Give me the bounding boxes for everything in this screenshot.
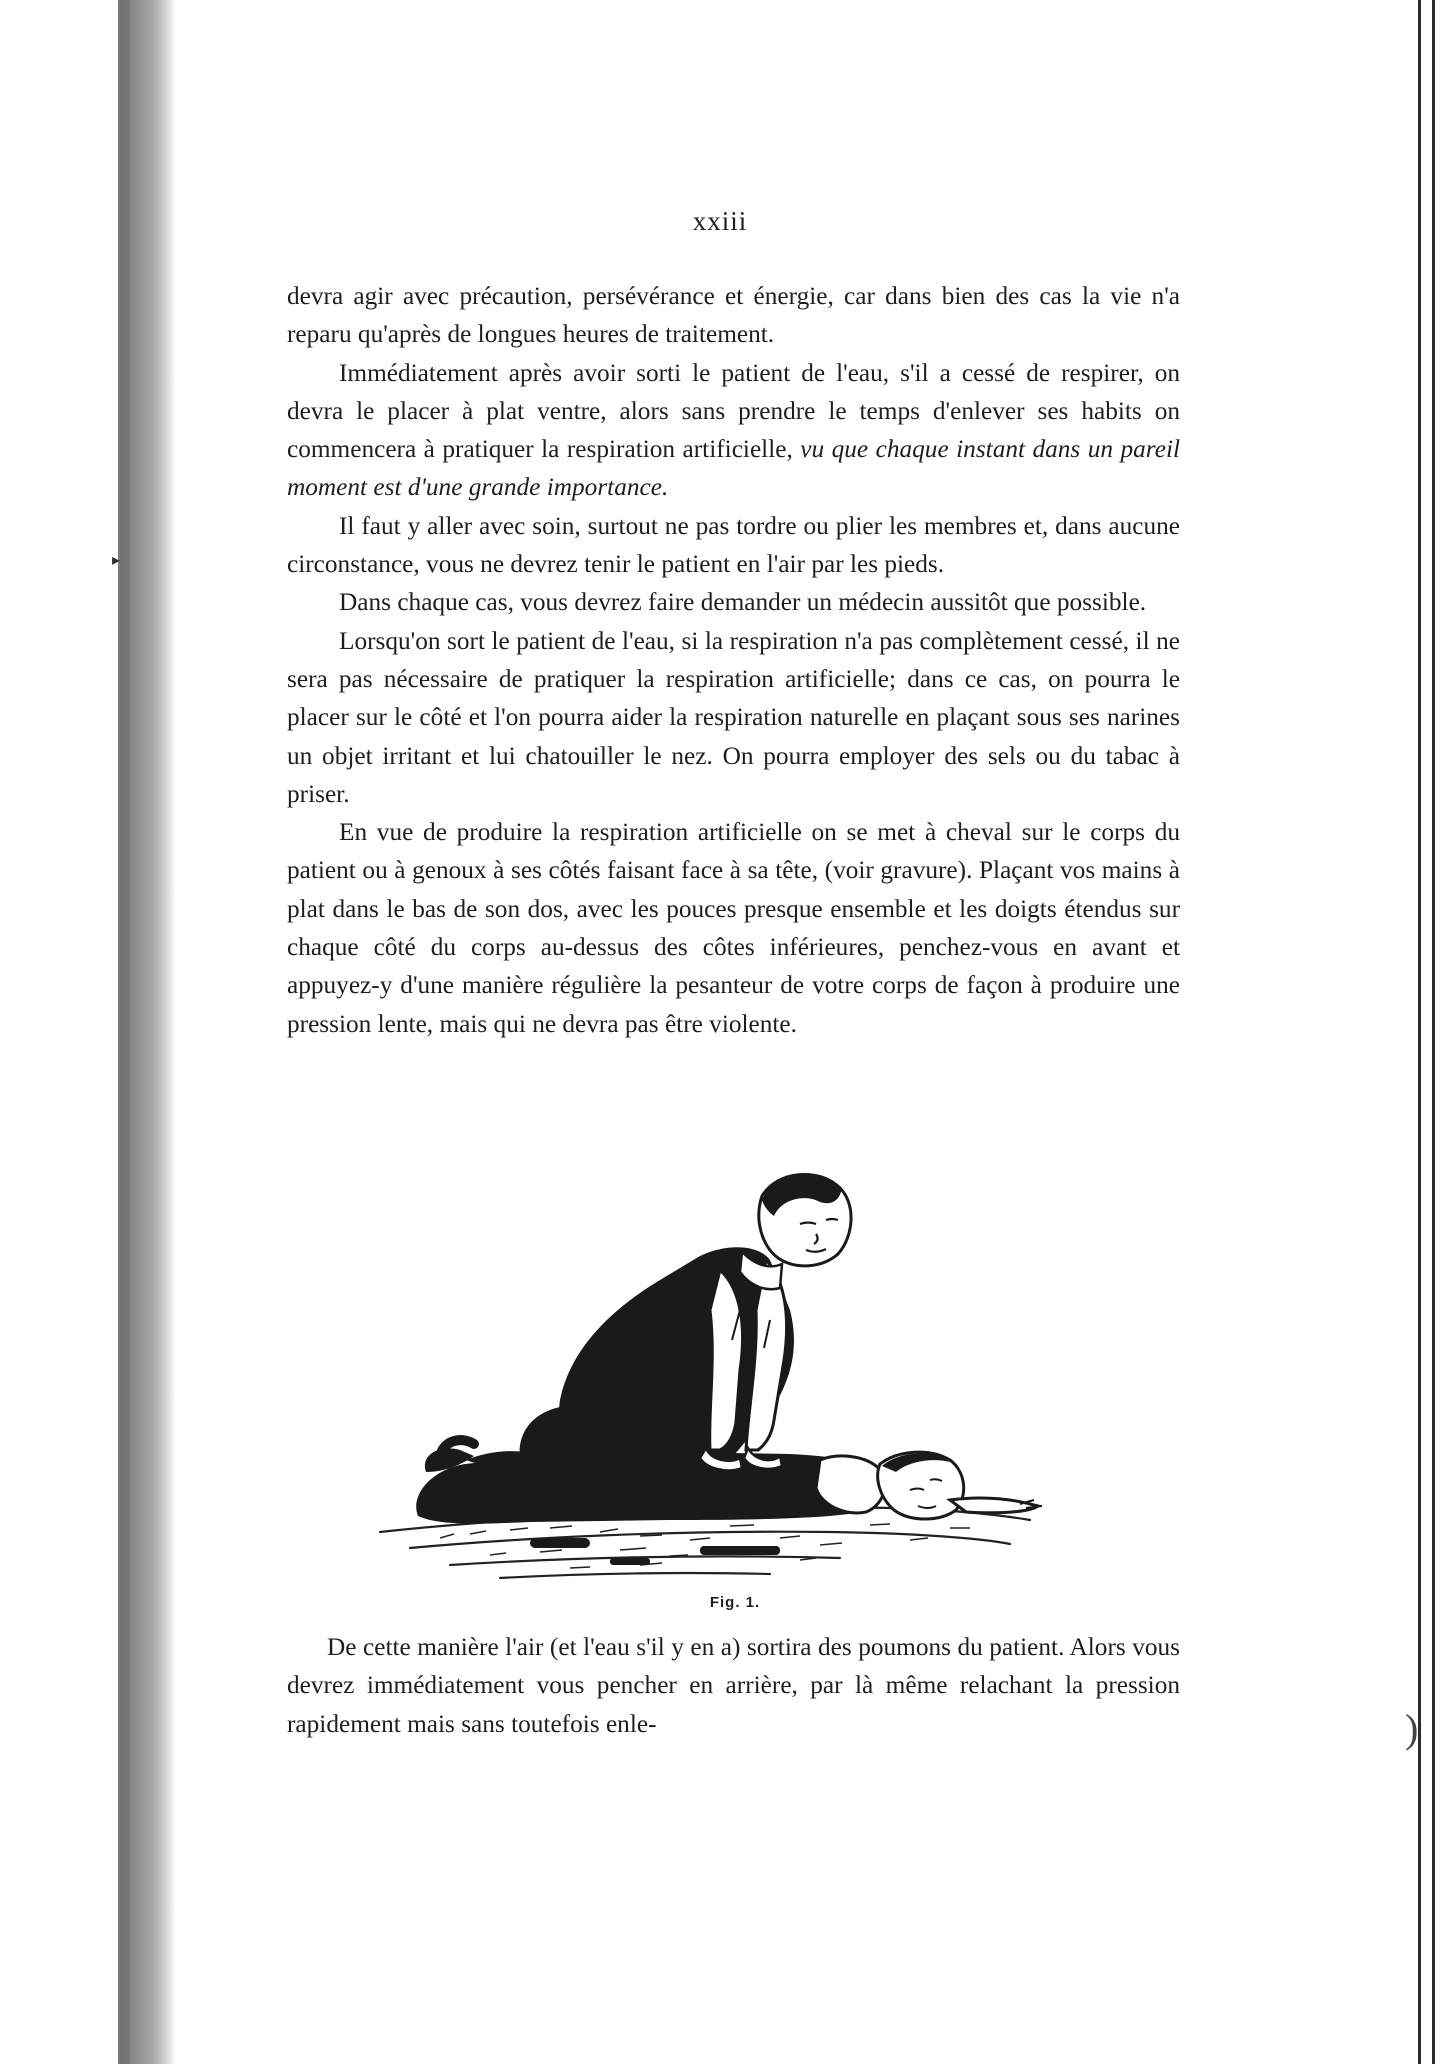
page-number: xxiii xyxy=(692,206,748,236)
paragraph-6: En vue de produire la respiration artificielle on se met à cheval sur le corps du patient ou à genoux à ses côtés faisant face à sa tête, (voir gravure). Plaçant vos mains à plat dans le bas de son dos, avec les pouces presque ensemble et les doigts étendus sur chaque côté du corps au-dessus des côtes inférieures, penchez-vous en avant et appuyez-y d'une manière régulière la pesanteur de votre corps de façon à produire une pression lente, mais qui ne devra pas être violente. xyxy=(287,818,1180,1038)
resuscitation-illustration xyxy=(370,1160,1070,1620)
body-text xyxy=(287,277,1180,1043)
paragraph-5: Lorsqu'on sort le patient de l'eau, si la respiration n'a pas complètement cessé, il ne sera pas nécessaire de pratiquer la respiration artificielle; dans ce cas, on pourra le placer sur le côté et l'on pourra aider la respiration naturelle en plaçant sous ses narines un objet irritant et lui chatouiller le nez. On pourra employer des sels ou du tabac à priser. xyxy=(287,626,1180,808)
continuation-paragraph: De cette manière l'air (et l'eau s'il y en a) sortira des poumons du patient. Alors vous devrez immédiatement vous pencher en arrière, par là même relachant la pression rapidement mais sans toutefois enle- xyxy=(287,1633,1180,1738)
figure-caption: Fig. 1. xyxy=(709,1594,761,1611)
scan-left-binding xyxy=(120,0,130,2064)
paragraph-1: devra agir avec précaution, persévérance et énergie, car dans bien des cas la vie n'a reparu qu'après de longues heures de traitement. xyxy=(287,282,1180,349)
emphasis-text: vu que chaque instant dans un pareil moment est d'une grande importance. xyxy=(287,435,1181,502)
continuation-text xyxy=(287,1628,1180,1743)
scan-right-frame xyxy=(1418,0,1440,2064)
margin-mark: ▸ xyxy=(112,552,121,569)
paragraph-2: Immédiatement après avoir sorti le patient de l'eau, s'il a cessé de respirer, on devra le placer à plat ventre, alors sans prendre le temps d'enlever ses habits on commencera à pratiquer la respiration artificielle, vu que chaque instant dans un pareil moment est d'une grande importance. xyxy=(287,358,1181,502)
right-edge-mark: ) xyxy=(1405,1706,1419,1751)
paragraph-3: Il faut y aller avec soin, surtout ne pas tordre ou plier les membres et, dans aucune circonstance, vous ne devrez tenir le patient en l'air par les pieds. xyxy=(287,511,1180,579)
paragraph-4: Dans chaque cas, vous devrez faire demander un médecin aussitôt que possible. xyxy=(339,588,1147,617)
